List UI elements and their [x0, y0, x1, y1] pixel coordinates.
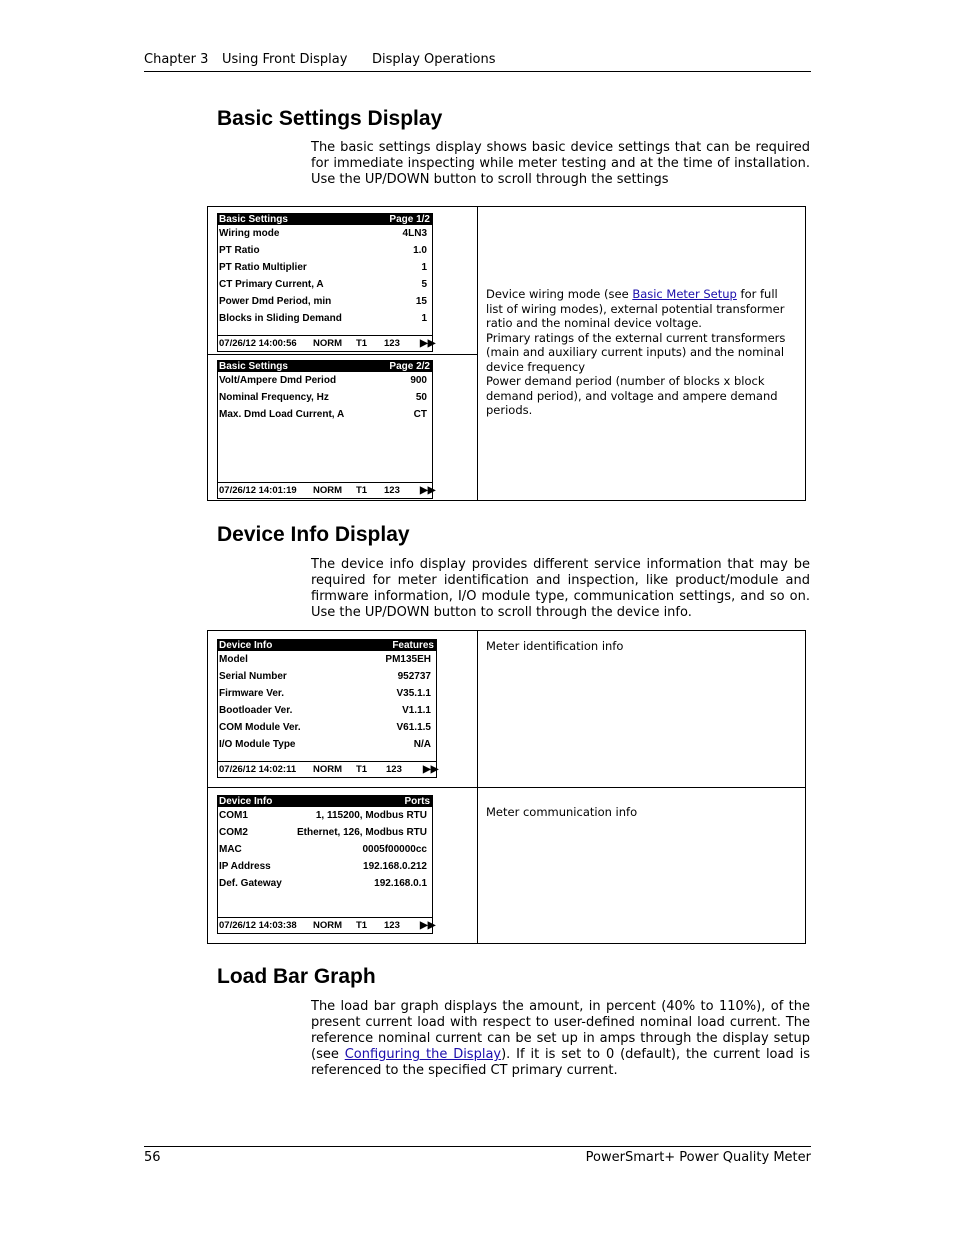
lcd-digits: 123 [384, 484, 400, 496]
lcd-row-value: PM135EH [385, 654, 431, 665]
lcd-row-value: 192.168.0.212 [363, 861, 427, 872]
scroll-arrows-icon: ▶▶ [420, 484, 436, 496]
lcd-row-label: Nominal Frequency, Hz [219, 392, 329, 403]
lcd-row-label: PT Ratio [219, 245, 260, 256]
basic-settings-intro: The basic settings display shows basic device settings that can be required for immediate inspecting while meter testing and at the time of installation. Use the UP/DOWN button to scroll through the settings [311, 140, 810, 187]
lcd-row-label: Max. Dmd Load Current, A [219, 409, 345, 420]
lcd-row-label: Def. Gateway [219, 878, 282, 889]
lcd-row-value: CT [413, 409, 427, 420]
lcd-datetime: 07/26/12 14:02:11 [219, 763, 297, 775]
lcd-row [218, 807, 432, 824]
intro-text: The load bar graph displays the amount, in percent (40% to 110%), of the present current load with respect to user-defined nominal load current. The reference nominal current can be set up in amps through the display setup (see [311, 999, 810, 1062]
lcd-row [218, 259, 432, 276]
description-wiring [486, 287, 797, 331]
lcd-tariff: T1 [356, 919, 368, 931]
section-title: Display Operations [372, 52, 496, 67]
lcd-title: Device Info [219, 639, 273, 651]
lcd-row-label: COM Module Ver. [219, 722, 301, 733]
meter-identification-desc: Meter identification info [486, 639, 624, 653]
meter-communication-desc: Meter communication info [486, 805, 638, 819]
lcd-row-value: 15 [415, 296, 427, 307]
lcd-row [218, 242, 432, 259]
lcd-device-info-features [217, 639, 437, 778]
lcd-row-label: Model [219, 654, 248, 665]
device-info-heading: Device Info Display [217, 523, 410, 546]
lcd-mode: NORM [313, 919, 343, 931]
lcd-row-label: Wiring mode [219, 228, 280, 239]
lcd-row [218, 372, 432, 389]
chapter-number: Chapter 3 [144, 52, 209, 67]
lcd-status-bar [218, 761, 439, 776]
lcd-row-label: Serial Number [219, 671, 287, 682]
lcd-datetime: 07/26/12 14:01:19 [219, 484, 297, 496]
lcd-row-label: COM2 [219, 827, 248, 838]
scroll-arrows-icon: ▶▶ [420, 919, 436, 931]
chapter-title: Using Front Display [222, 52, 348, 67]
lcd-page: Page 2/2 [389, 360, 430, 372]
lcd-row-label: MAC [219, 844, 242, 855]
desc-text: for full list of wiring modes), external potential transformer ratio and the nominal device voltage. [486, 287, 785, 330]
lcd-row-label: Volt/Ampere Dmd Period [219, 375, 337, 386]
lcd-row [218, 841, 432, 858]
lcd-row [218, 685, 436, 702]
basic-description [478, 287, 805, 418]
lcd-row-value: 952737 [397, 671, 431, 682]
lcd-row [218, 310, 432, 327]
lcd-page: Features [392, 639, 434, 651]
configuring-display-link[interactable]: Configuring the Display [344, 1047, 502, 1062]
lcd-title: Basic Settings [219, 213, 288, 225]
lcd-device-info-ports [217, 795, 436, 934]
lcd-row-label: Blocks in Sliding Demand [219, 313, 342, 324]
lcd-title-bar [218, 639, 436, 651]
intro-text: ). If it is set to 0 (default), the current load is referenced to the specified CT primary current. [311, 1047, 810, 1078]
lcd-row-value: 0005f00000cc [362, 844, 427, 855]
lcd-row-value: Ethernet, 126, Modbus RTU [296, 827, 427, 838]
lcd-mode: NORM [313, 763, 343, 775]
lcd-datetime: 07/26/12 14:03:38 [219, 919, 297, 931]
lcd-row-label: PT Ratio Multiplier [219, 262, 307, 273]
lcd-row [218, 875, 432, 892]
lcd-tariff: T1 [356, 763, 368, 775]
lcd-title: Device Info [219, 795, 273, 807]
lcd-status-bar [218, 335, 436, 350]
lcd-row [218, 824, 432, 841]
lcd-row-value: 1 [421, 313, 427, 324]
lcd-row-value: V1.1.1 [402, 705, 431, 716]
lcd-row-label: Firmware Ver. [219, 688, 285, 699]
lcd-title-bar [218, 795, 432, 807]
lcd-status-bar [218, 482, 436, 497]
lcd-page: Ports [404, 795, 430, 807]
page-number: 56 [144, 1150, 161, 1165]
lcd-row [218, 389, 432, 406]
lcd-row-value: V35.1.1 [396, 688, 431, 699]
lcd-tariff: T1 [356, 484, 368, 496]
lcd-mode: NORM [313, 337, 343, 349]
lcd-page: Page 1/2 [389, 213, 430, 225]
lcd-row-label: I/O Module Type [219, 739, 296, 750]
lcd-row-value: N/A [413, 739, 431, 750]
desc-text: Device wiring mode (see [486, 287, 633, 301]
row-divider [208, 354, 477, 355]
description-ct-ratings: Primary ratings of the external current transformers (main and auxiliary current inputs) and the nominal device frequency [486, 330, 786, 374]
lcd-status-bar [218, 917, 436, 932]
lcd-row-label: Bootloader Ver. [219, 705, 293, 716]
scroll-arrows-icon: ▶▶ [420, 337, 436, 349]
lcd-row-value: 50 [415, 392, 427, 403]
lcd-title-bar [218, 213, 432, 225]
load-bar-graph-intro [311, 999, 810, 1079]
load-bar-graph-heading: Load Bar Graph [217, 965, 376, 988]
basic-settings-heading: Basic Settings Display [217, 107, 443, 130]
lcd-mode: NORM [313, 484, 343, 496]
lcd-row-value: V61.1.5 [396, 722, 431, 733]
lcd-row-label: COM1 [219, 810, 248, 821]
lcd-row [218, 293, 432, 310]
lcd-digits: 123 [384, 919, 400, 931]
lcd-row [218, 225, 432, 242]
lcd-row [218, 736, 436, 753]
lcd-title-bar [218, 360, 432, 372]
lcd-title: Basic Settings [219, 360, 288, 372]
device-info-intro: The device info display provides different service information that may be required for meter identification and inspection, like product/module and firmware information, I/O module type, communication settings, and so on. Use the UP/DOWN button to scroll through the device info. [311, 557, 810, 620]
lcd-datetime: 07/26/12 14:00:56 [219, 337, 297, 349]
lcd-row [218, 719, 436, 736]
lcd-row [218, 702, 436, 719]
device-info-table [207, 630, 806, 944]
basic-meter-setup-link[interactable]: Basic Meter Setup [632, 287, 737, 301]
lcd-row-label: Power Dmd Period, min [219, 296, 332, 307]
scroll-arrows-icon: ▶▶ [423, 763, 439, 775]
lcd-row-value: 5 [421, 279, 427, 290]
lcd-basic-settings-page2 [217, 360, 436, 499]
document-title: PowerSmart+ Power Quality Meter [585, 1150, 811, 1165]
lcd-row [218, 651, 436, 668]
basic-settings-table [207, 206, 806, 501]
lcd-digits: 123 [384, 337, 400, 349]
lcd-row-value: 192.168.0.1 [374, 878, 427, 889]
lcd-row-value: 1.0 [413, 245, 427, 256]
basic-screens-column [208, 207, 478, 500]
lcd-row-value: 4LN3 [402, 228, 427, 239]
row-divider [208, 787, 805, 788]
lcd-row-value: 1, 115200, Modbus RTU [315, 810, 427, 821]
basic-description-column [478, 207, 805, 500]
lcd-row-value: 900 [410, 375, 427, 386]
lcd-row-label: IP Address [219, 861, 271, 872]
lcd-row [218, 276, 432, 293]
description-demand: Power demand period (number of blocks x block demand period), and voltage and ampere demand periods. [486, 374, 778, 417]
column-divider [477, 631, 478, 943]
lcd-row [218, 858, 432, 875]
lcd-row [218, 406, 432, 423]
page-footer [144, 1146, 811, 1165]
lcd-row [218, 668, 436, 685]
lcd-row-value: 1 [421, 262, 427, 273]
lcd-tariff: T1 [356, 337, 368, 349]
lcd-row-label: CT Primary Current, A [219, 279, 324, 290]
lcd-basic-settings-page1 [217, 213, 436, 352]
page-header [144, 52, 811, 72]
lcd-digits: 123 [386, 763, 402, 775]
